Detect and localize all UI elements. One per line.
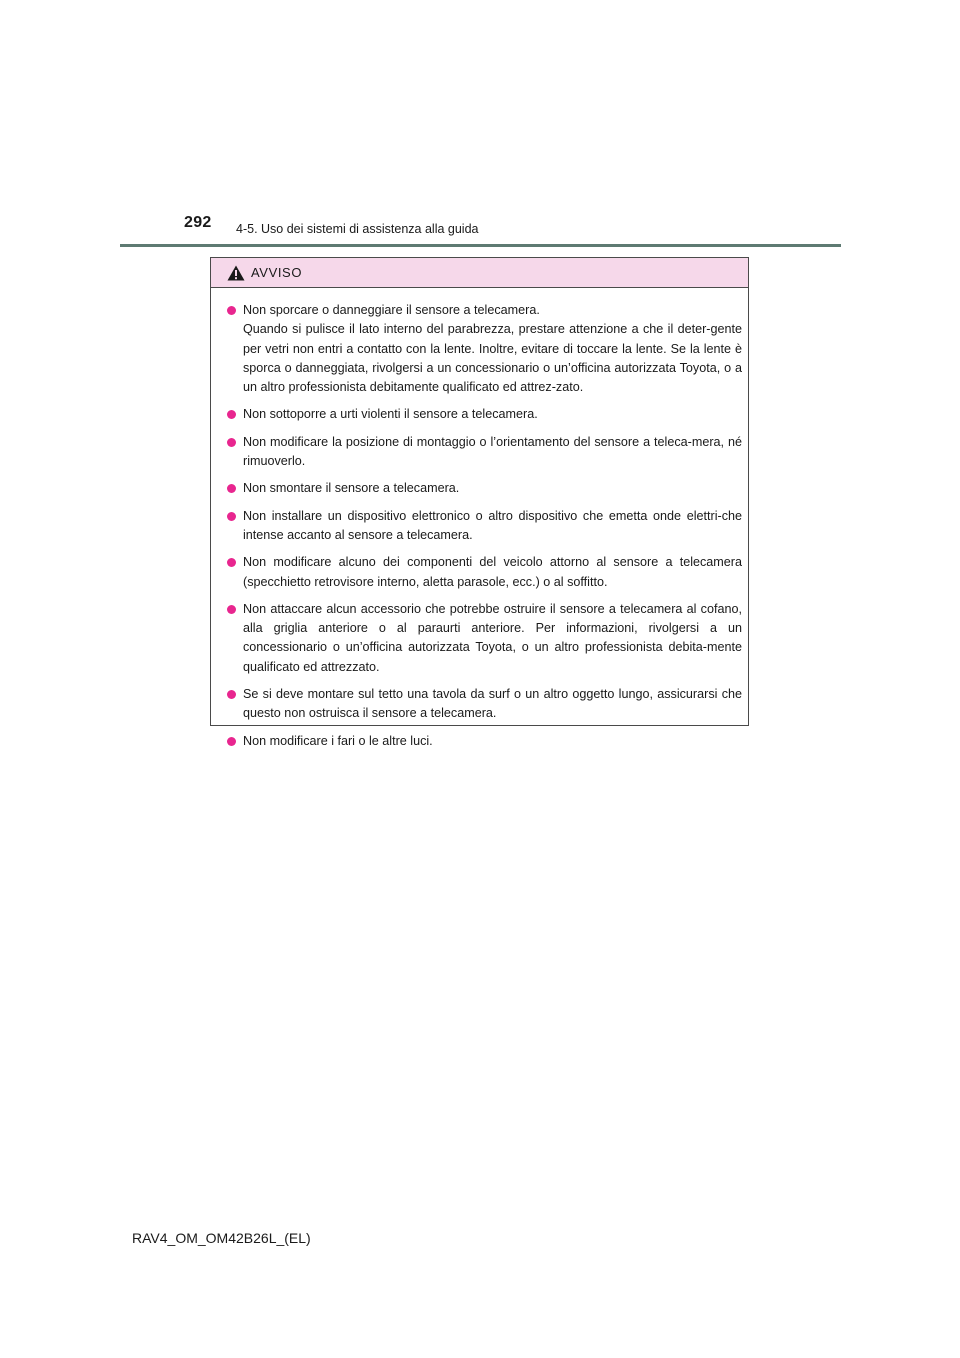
warning-item-text — [243, 600, 742, 677]
bullet-icon — [227, 410, 236, 419]
bullet-icon — [227, 605, 236, 614]
warning-item-line: Quando si pulisce il lato interno del parabrezza, prestare attenzione a che il deter-gente per vetri non entri a contatto con la lente. Inoltre, evitare di toccare la lente. Se la lente è sporca o danneggiata, rivolgersi a un concessionario o un’officina autorizzata Toyota, o a un altro professionista debitamente qualificato ed attrez-zato. — [243, 322, 742, 395]
warning-item — [227, 405, 742, 424]
footer-doc-code: RAV4_OM_OM42B26L_(EL) — [132, 1230, 311, 1246]
warning-item-line: Non attaccare alcun accessorio che potrebbe ostruire il sensore a telecamera al cofano, alla griglia anteriore o al paraurti anteriore. Per informazioni, rivolgersi a un concessionario o un’officina autorizzata Toyota, o un altro professionista debita-mente qualificato ed attrezzato. — [243, 601, 742, 674]
warning-triangle-icon — [227, 265, 245, 281]
warning-item-text — [243, 405, 742, 424]
warning-box — [210, 257, 749, 748]
warning-item-line: Non sottoporre a urti violenti il sensore a telecamera. — [243, 407, 538, 422]
page-number: 292 — [184, 214, 212, 231]
warning-item-line: Non smontare il sensore a telecamera. — [243, 481, 460, 496]
bullet-icon — [227, 438, 236, 447]
bullet-icon — [227, 512, 236, 521]
warning-item-text — [243, 685, 742, 724]
header-rule — [120, 244, 841, 247]
warning-item — [227, 600, 742, 677]
warning-item-line: Se si deve montare sul tetto una tavola da surf o un altro oggetto lungo, assicurarsi che questo non ostruisca il sensore a telecamera. — [243, 687, 742, 721]
bullet-icon — [227, 484, 236, 493]
bullet-icon — [227, 558, 236, 567]
warning-item-text — [243, 479, 742, 498]
warning-item — [227, 479, 742, 498]
warning-item-line: Non installare un dispositivo elettronico o altro dispositivo che emetta onde elettri-che intense accanto al sensore a telecamera. — [243, 508, 742, 542]
warning-title: AVVISO — [251, 265, 303, 280]
warning-item-line: Non modificare alcuno dei componenti del veicolo attorno al sensore a telecamera (specchietto retrovisore interno, aletta parasole, ecc.) o al soffitto. — [243, 555, 742, 589]
bullet-icon — [227, 306, 236, 315]
warning-item — [227, 685, 742, 724]
warning-item-text — [243, 553, 742, 592]
warning-item-text — [243, 301, 742, 397]
bullet-icon — [227, 737, 236, 746]
warning-item — [227, 507, 742, 546]
warning-item — [227, 433, 742, 472]
warning-item-text — [243, 433, 742, 472]
warning-item — [227, 301, 742, 397]
warning-item — [227, 553, 742, 592]
warning-header — [211, 258, 748, 288]
warning-item-line: Non sporcare o danneggiare il sensore a telecamera. — [243, 303, 540, 317]
warning-item-line: Non modificare i fari o le altre luci. — [243, 733, 433, 748]
warning-item-line: Non modificare la posizione di montaggio o l’orientamento del sensore a teleca-mera, né rimuoverlo. — [243, 434, 742, 469]
bullet-icon — [227, 690, 236, 699]
warning-item — [227, 732, 742, 751]
warning-item-text — [243, 507, 742, 546]
warning-item-text — [243, 732, 742, 751]
section-title: 4-5. Uso dei sistemi di assistenza alla guida — [236, 222, 479, 236]
warning-list — [211, 288, 748, 751]
